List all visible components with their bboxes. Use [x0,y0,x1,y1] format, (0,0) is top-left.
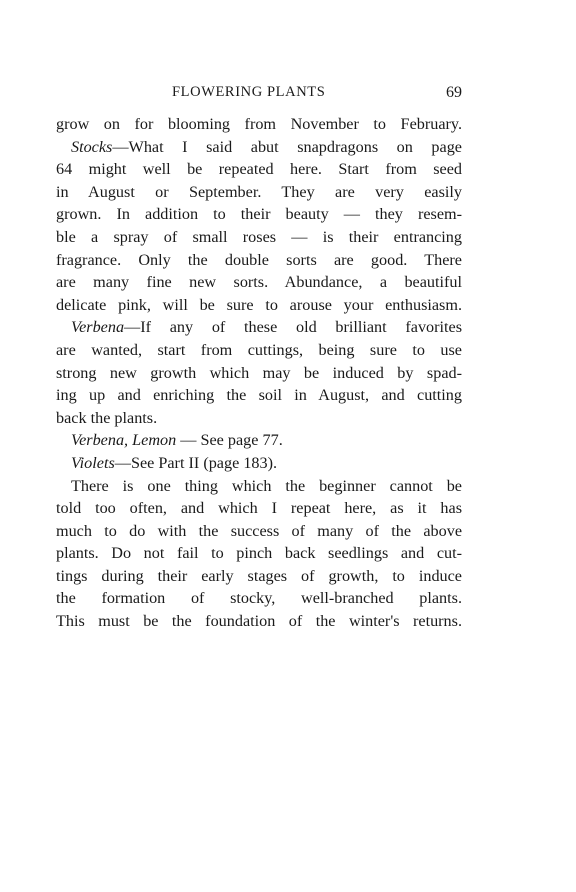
text-line: Stocks—What I said abut snapdragons on page [71,137,462,156]
text-line: are many fine new sorts. Abundance, a beautiful [56,273,462,292]
text-line: Verbena, Lemon — See page 77. [71,431,283,450]
text-line: plants. Do not fail to pinch back seedlings and cut- [56,544,462,563]
body-text [56,113,462,633]
text-line: told too often, and which I repeat here, as it has [56,499,462,518]
running-title: FLOWERING PLANTS [172,84,326,100]
paragraph-violets [56,452,462,475]
page-number: 69 [446,84,462,101]
text-line: strong new growth which may be induced by spad- [56,363,462,382]
text-line: back the plants. [56,408,158,427]
text-line: tings during their early stages of growth, to induce [56,566,462,585]
text-line: ing up and enriching the soil in August, and cutting [56,386,462,405]
text-line: are wanted, start from cuttings, being sure to use [56,340,462,359]
paragraph-stocks [56,136,462,317]
entry-heading-verbena-lemon: Verbena, Lemon [71,431,177,450]
text-line: This must be the foundation of the winter's returns. [56,612,462,631]
paragraph-advice [56,475,462,633]
text-line: grow on for blooming from November to February. [56,115,462,133]
text-line: ble a spray of small roses — is their entrancing [56,227,462,246]
text-line: grown. In addition to their beauty — they resem- [56,205,462,224]
text-line: fragrance. Only the double sorts are good. There [56,250,462,269]
paragraph-verbena [56,316,462,429]
text-line: much to do with the success of many of the above [56,521,462,540]
text-line: in August or September. They are very easily [56,182,462,201]
text-line: the formation of stocky, well-branched plants. [56,589,462,608]
entry-heading-stocks: Stocks [71,137,113,156]
text-line: delicate pink, will be sure to arouse your enthusiasm. [56,295,462,314]
entry-heading-verbena: Verbena [71,318,125,337]
paragraph-verbena-lemon [56,429,462,452]
paragraph-continuation [56,113,462,136]
entry-heading-violets: Violets [71,453,115,472]
text-line: 64 might well be repeated here. Start from seed [56,160,462,179]
text-line: Verbena—If any of these old brilliant favorites [71,318,462,337]
running-head [56,84,462,108]
text-line: Violets—See Part II (page 183). [71,453,278,472]
text-line: There is one thing which the beginner cannot be [71,476,462,495]
